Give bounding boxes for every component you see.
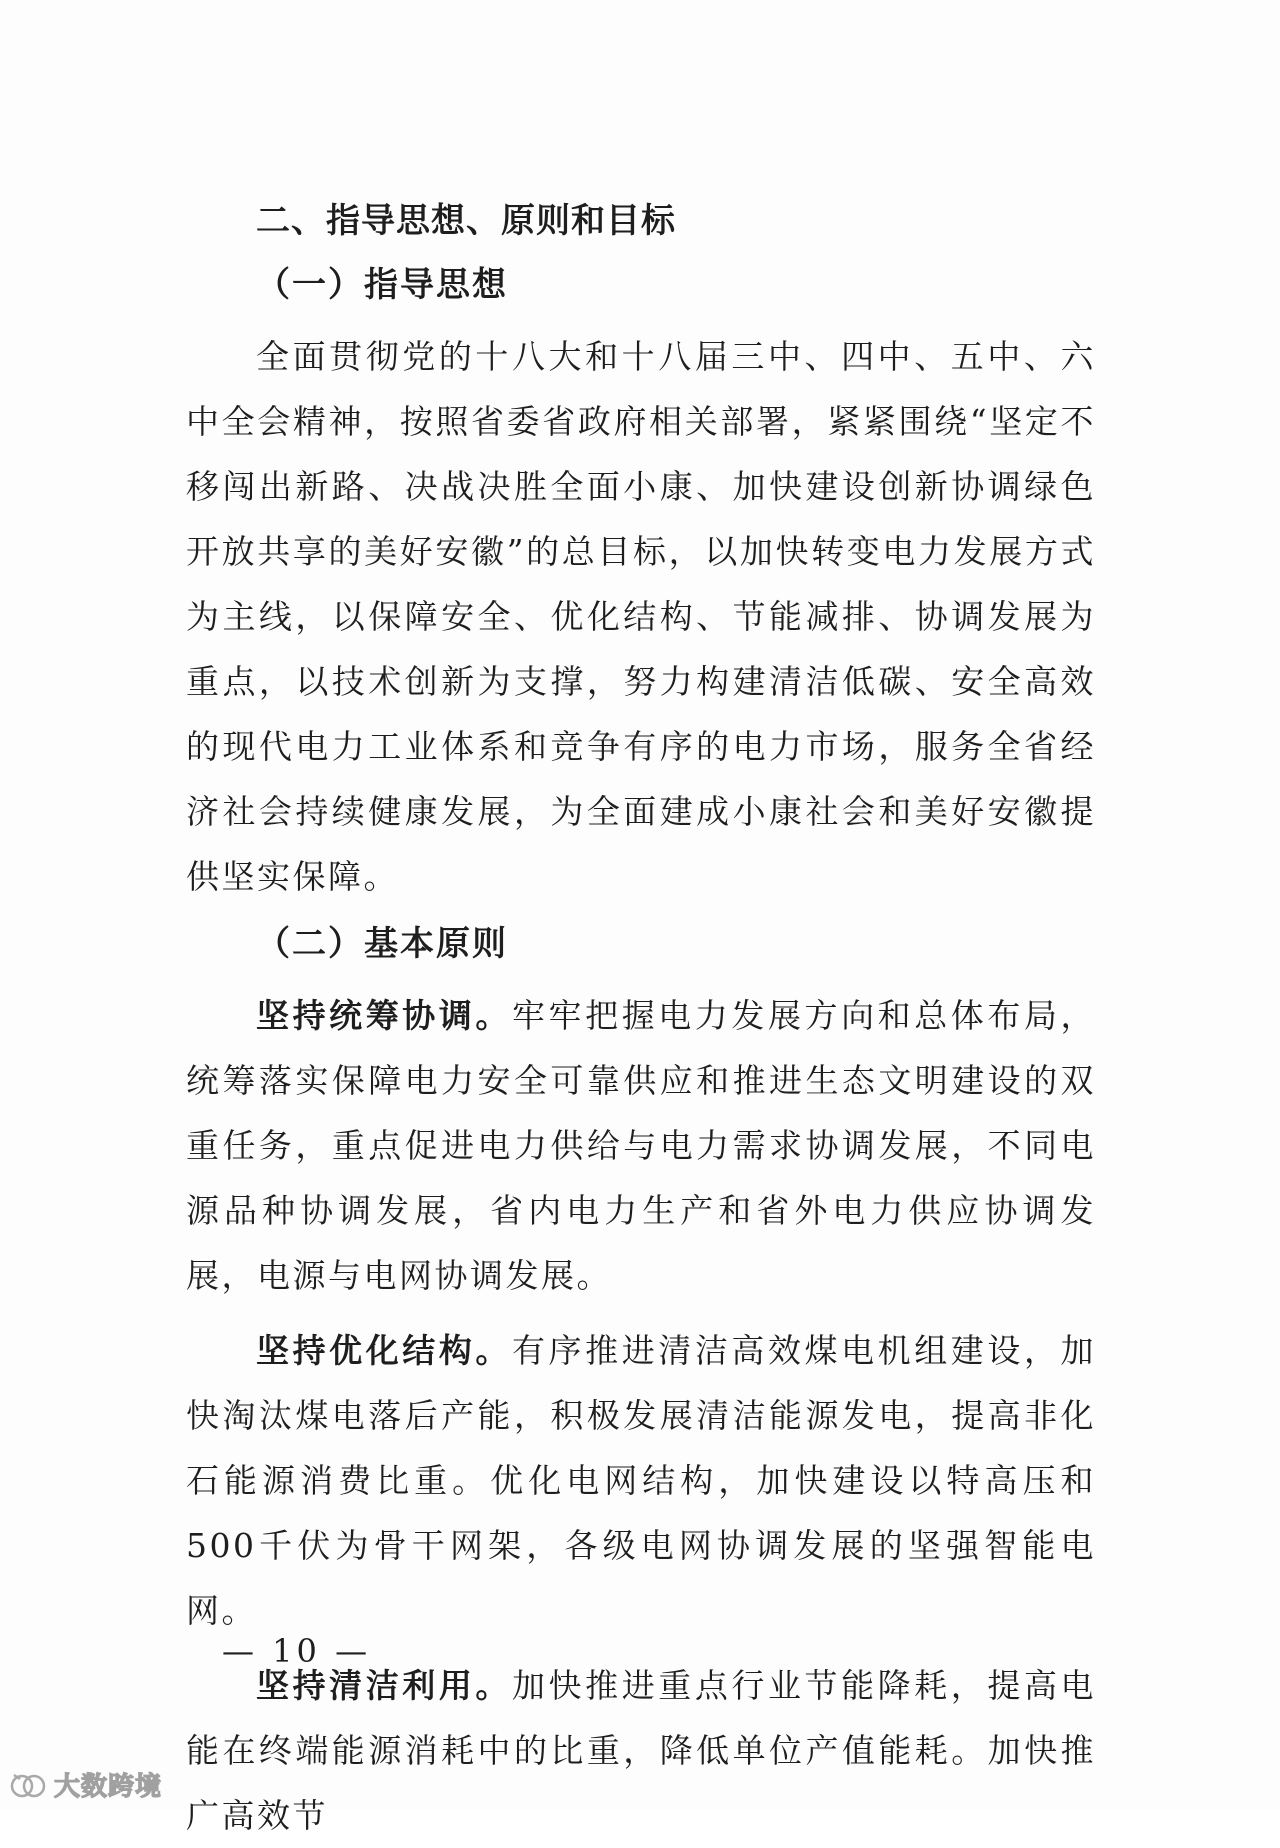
watermark — [8, 1766, 162, 1803]
section-heading: 二、指导思想、原则和目标 — [256, 201, 676, 241]
principle-lead: 坚持统筹协调。 — [256, 996, 512, 1035]
principle-body: 牢牢把握电力发展方向和总体布局，统筹落实保障电力安全可靠供应和推进生态文明建设的双重任务，重点促进电力供给与电力需求协调发展，不同电源品种协调发展，省内电力生产和省外电力供应协调发展，电源与电网协调发展。 — [186, 996, 1097, 1295]
principle-lead: 坚持清洁利用。 — [256, 1666, 512, 1705]
principle-body: 有序推进清洁高效煤电机组建设，加快淘汰煤电落后产能，积极发展清洁能源发电，提高非化石能源消费比重。优化电网结构，加快建设以特高压和500千伏为骨干网架，各级电网协调发展的坚强智能电网。 — [186, 1331, 1097, 1630]
guiding-thought-paragraph: 全面贯彻党的十八大和十八届三中、四中、五中、六中全会精神，按照省委省政府相关部署，紧紧围绕“坚定不移闯出新路、决战决胜全面小康、加快建设创新协调绿色开放共享的美好安徽”的总目标，以加快转变电力发展方式为主线，以保障安全、优化结构、节能减排、协调发展为重点，以技术创新为支撑，努力构建清洁低碳、安全高效的现代电力工业体系和竞争有序的电力市场，服务全省经济社会持续健康发展，为全面建成小康社会和美好安徽提供坚实保障。 — [186, 337, 1096, 896]
watermark-text: 大数跨境 — [54, 1772, 163, 1802]
page-number: — 10 — — [222, 1632, 372, 1670]
subsection-heading-guiding-thought: （一）指导思想 — [256, 265, 508, 305]
watermark-logo-icon — [8, 1769, 48, 1801]
page-content — [186, 196, 1096, 1848]
subsection-heading-basic-principles: （二）基本原则 — [256, 924, 508, 964]
principle-lead: 坚持优化结构。 — [256, 1331, 512, 1370]
principle-paragraph — [186, 983, 1096, 1308]
principle-paragraph — [186, 1653, 1096, 1848]
principle-body: 加快推进重点行业节能降耗，提高电能在终端能源消耗中的比重，降低单位产值能耗。加快推广高效节 — [186, 1666, 1097, 1835]
principle-paragraph — [186, 1318, 1096, 1643]
